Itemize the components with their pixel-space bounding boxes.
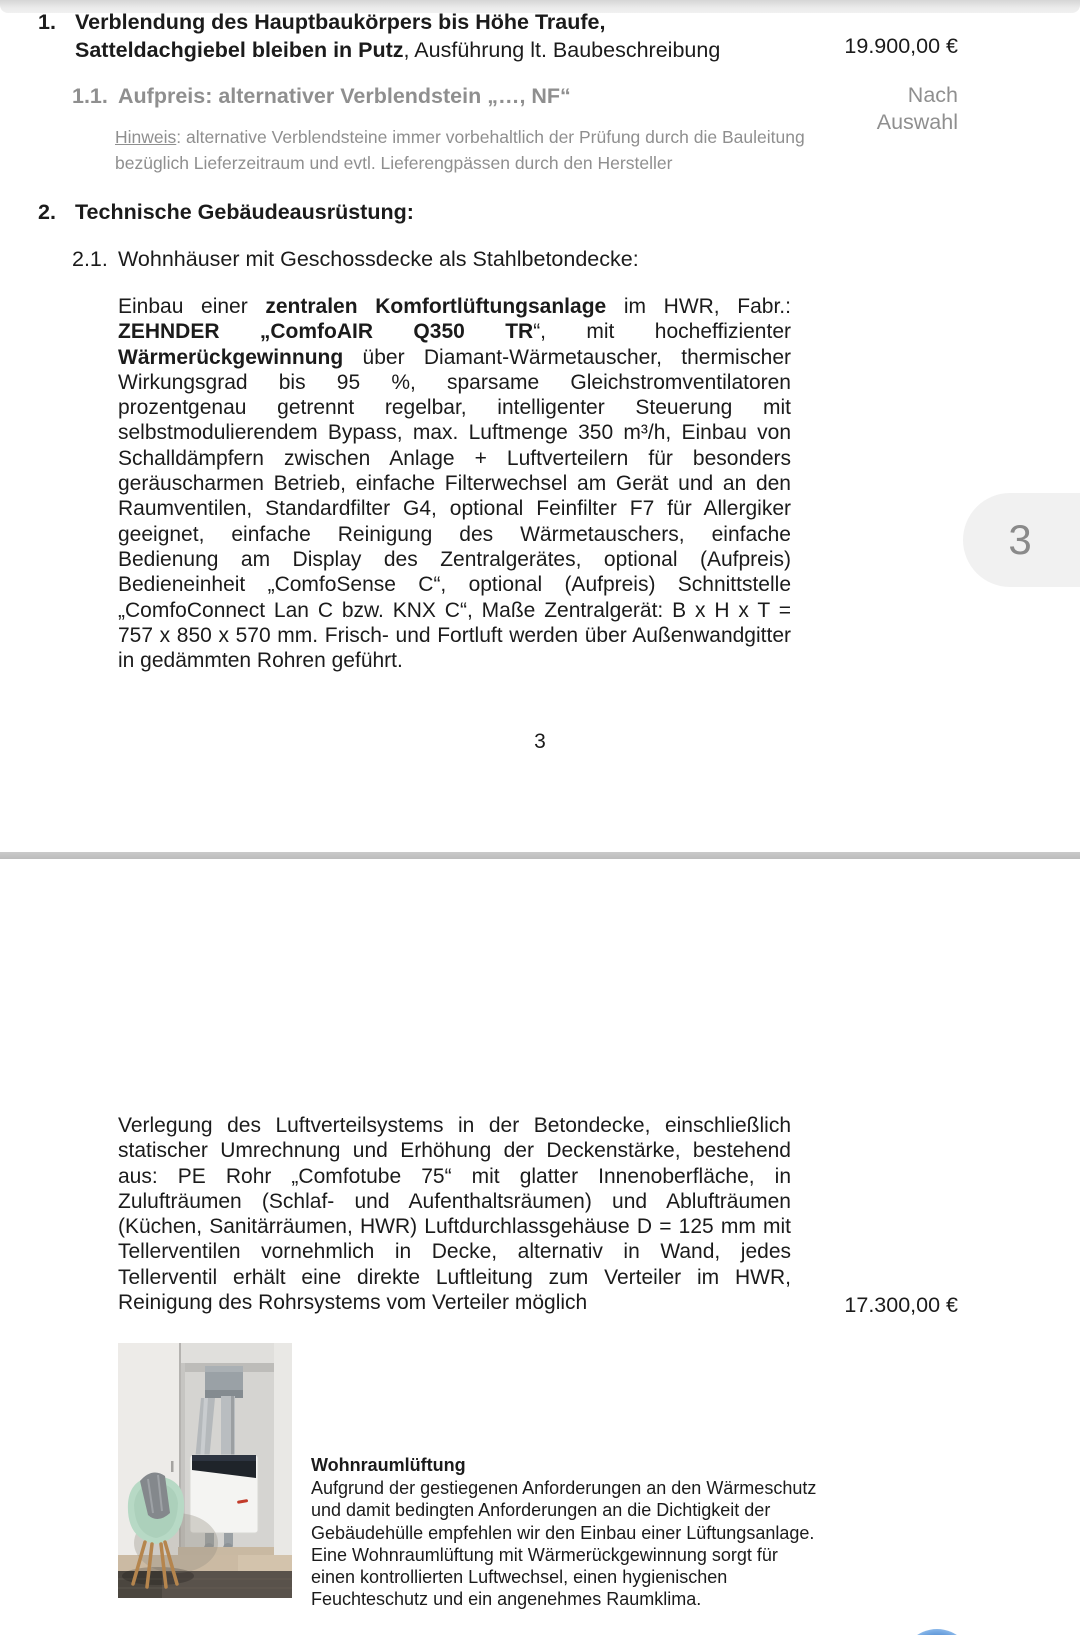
item-2-title: Technische Gebäudeausrüstung: [75,200,414,224]
item-1-price: 19.900,00 € [844,34,958,58]
item-1-1-note [115,124,815,176]
item-1-1-number: 1.1. [72,84,108,108]
wohnraumlueftung-photo [118,1343,292,1598]
floating-action-button[interactable] [901,1629,973,1635]
item-1-1-price-line2: Auswahl [876,110,958,134]
para1-seg0: Einbau einer [118,295,266,318]
item-2-1-title: Wohnhäuser mit Geschossdecke als Stahlbetondecke: [118,247,639,271]
note-line-2: bezüglich Lieferzeitraum und evtl. Lieferengpässen durch den Hersteller [115,153,673,173]
para1-seg5-bold: Wärmerückgewinnung [118,345,344,369]
info-box-line-4: Eine Wohnraumlüftung mit Wärmerückgewinnung sorgt für [311,1544,778,1565]
info-box-line-2: und damit bedingten Anforderungen an die Dichtigkeit der [311,1500,771,1521]
para1-seg1-bold: zentralen Komfortlüftungsanlage [265,295,607,318]
para1-seg3-bold: ZEHNDER „ComfoAIR Q350 TR [118,320,534,344]
page-number-footer: 3 [534,730,546,753]
item-1-title-bold: Verblendung des Hauptbaukörpers bis Höhe Traufe, Satteldachgiebel bleiben in Putz [75,10,606,62]
item-2-1-number: 2.1. [72,247,108,271]
item-1-title [75,8,781,64]
luftverteilsystem-price: 17.300,00 € [844,1293,958,1317]
info-box-line-1: Aufgrund der gestiegenen Anforderungen an den Wärmeschutz [311,1478,817,1498]
item-1-number: 1. [38,10,56,34]
info-box-body [311,1477,821,1611]
info-box-line-6: Feuchteschutz und ein angenehmes Raumklima. [311,1589,702,1610]
item-1-1-title: Aufpreis: alternativer Verblendstein „…, NF“ [118,84,571,108]
page-indicator-value: 3 [1008,516,1032,563]
note-label: Hinweis [115,127,177,147]
item-1-1-price-line1: Nach [907,83,958,107]
item-1-title-regular: , Ausführung lt. Baubeschreibung [403,38,721,62]
page-indicator-badge [963,493,1080,587]
note-line-1 [115,124,815,150]
note-line-1-rest: : alternative Verblendsteine immer vorbehaltlich der Prüfung durch die Bauleitung [176,127,805,147]
para1-seg2: im HWR, Fabr.: [606,295,791,318]
info-box-line-5: einen kontrollierten Luftwechsel, einen hygienischen [311,1567,728,1588]
info-box-line-3: Gebäudehülle empfehlen wir den Einbau einer Lüftungsanlage. [311,1522,815,1543]
item-2-number: 2. [38,200,56,224]
info-box-title: Wohnraumlüftung [311,1455,466,1475]
item-2-1-paragraph [118,294,791,673]
page-separator [0,852,1080,859]
luftverteilsystem-paragraph: Verlegung des Luftverteilsystems in der Betondecke, einschließlich statischer Umrechnung und Erhöhung der Deckenstärke, bestehend aus: PE Rohr „Comfotube 75“ mit glatter Innenoberfläche, in Zulufträumen (Schlaf- und Aufenthaltsräumen) und Ablufträumen (Küchen, Sanitärräumen, HWR) Luftdurchlassgehäuse D = 125 mm mit Tellerventilen vornehmlich in Decke, alternativ in Wand, jedes Tellerventil erhält eine direkte Luftleitung zum Verteiler im HWR, Reinigung des Rohrsystems vom Verteiler möglich [118,1114,791,1315]
para1-seg6: über Diamant-Wärmetauscher, thermischer Wirkungsgrad bis 95 %, sparsame Gleichstromventilatoren prozentgenau getrennt regelbar, intelligenter Steuerung mit selbstmodulierendem Bypass, max. Luftmenge 350 m³/h, Einbau von Schalldämpfern zwischen Anlage + Luftverteilern für besonders geräuscharmen Betrieb, einfache Filterwechsel am Gerät und an den Raumventilen, Standardfilter G4, optional Feinfilter F7 für Allergiker geeignet, einfache Reinigung des Wärmetauschers, einfache Bedienung am Display des Zentralgerätes, optional (Aufpreis) Bedieneinheit „ComfoSense C“, optional (Aufpreis) Schnittstelle „ComfoConnect Lan C bzw. KNX C“, Maße Zentralgerät: B x H x T = 757 x 850 x 570 mm. Frisch- und Fortluft werden über Außenwandgitter in gedämmten Rohren geführt. [118,345,791,673]
para1-seg4: “, mit hocheffizienter [533,320,791,344]
item-1-1-price [877,82,958,136]
